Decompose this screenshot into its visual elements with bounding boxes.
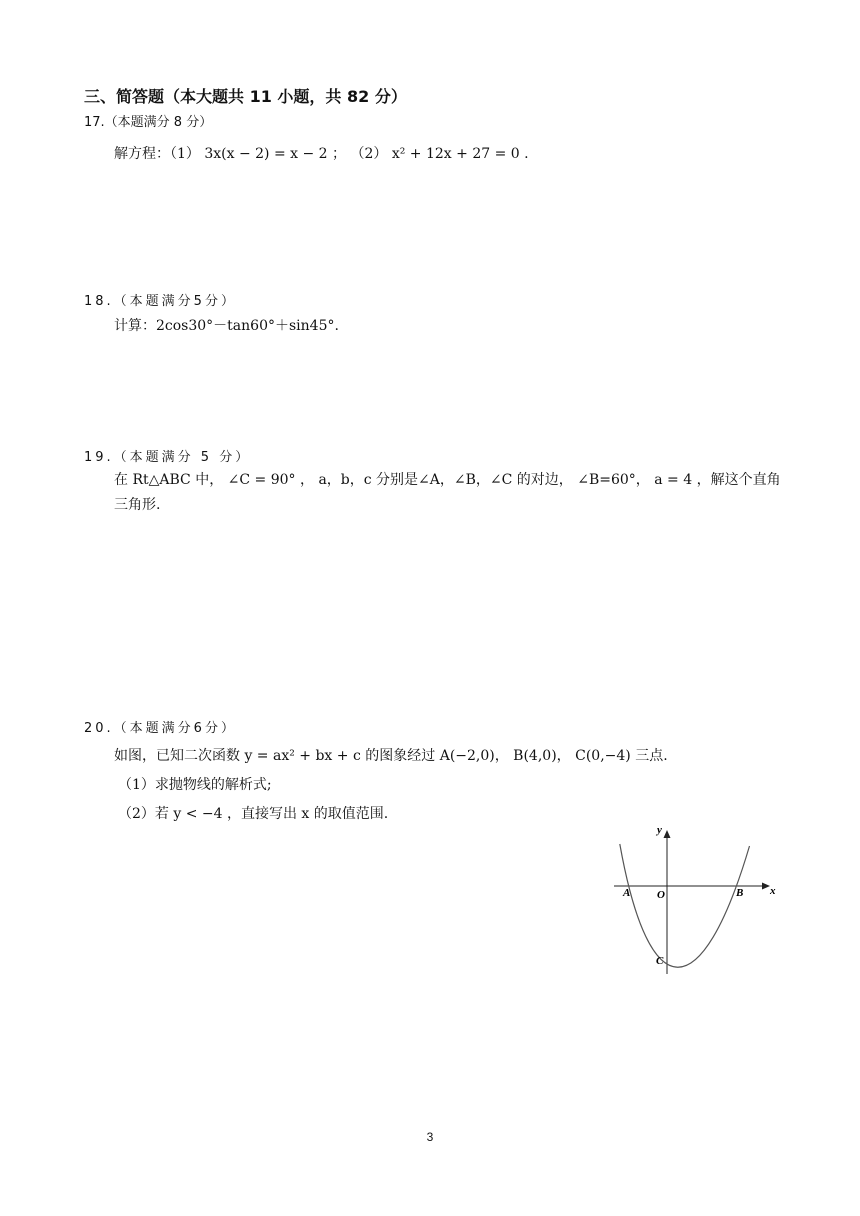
- x-axis-arrow: [762, 883, 770, 890]
- point-c-label: C: [656, 955, 664, 967]
- parabola-figure: [600, 820, 790, 980]
- question-19-text-line-2: 三角形.: [114, 497, 161, 513]
- y-axis-arrow: [664, 830, 671, 838]
- page-number: 3: [426, 1130, 434, 1144]
- point-a-label: A: [623, 887, 631, 899]
- question-18-text: 计算：2cos30°－tan60°＋sin45°.: [114, 318, 339, 334]
- question-18-number: 18.（本题满分5分）: [84, 294, 237, 309]
- x-axis-label: x: [770, 885, 776, 897]
- question-20-text-line-1: 如图，已知二次函数 y = ax² + bx + c 的图象经过 A(−2,0)， B(4,0)， C(0,−4) 三点.: [114, 748, 668, 764]
- section-title: 三、简答题（本大题共 11 小题，共 82 分）: [84, 87, 407, 106]
- question-17-text: 解方程：（1） 3x(x − 2) = x − 2 ； （2） x² + 12x + 27 = 0 .: [114, 146, 529, 162]
- question-20-part-1: （1）求抛物线的解析式;: [118, 777, 272, 793]
- origin-label: O: [657, 889, 665, 901]
- y-axis-label: y: [657, 824, 662, 836]
- parabola-curve: [620, 844, 750, 967]
- question-17-number: 17.（本题满分 8 分）: [84, 115, 213, 130]
- question-20-part-2: （2）若 y < −4 ，直接写出 x 的取值范围.: [118, 806, 389, 822]
- question-20-number: 20.（本题满分6分）: [84, 721, 237, 736]
- question-19-text-line-1: 在 Rt△ABC 中， ∠C = 90° ， a，b，c 分别是∠A，∠B，∠C 的对边， ∠B=60°， a = 4 ，解这个直角: [114, 472, 781, 488]
- question-19-number: 19.（本题满分 5 分）: [84, 450, 252, 465]
- point-b-label: B: [736, 887, 744, 899]
